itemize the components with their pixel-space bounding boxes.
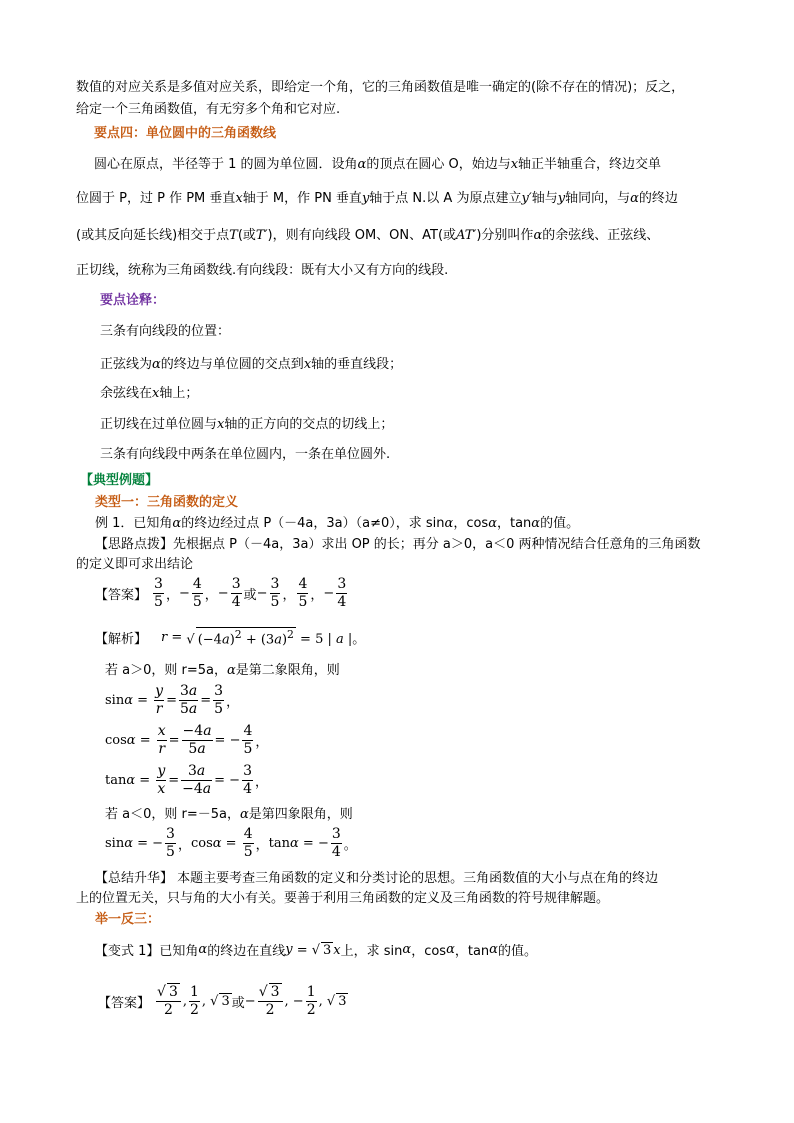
notes-line: 正切线在过单位圆与x轴的正方向的交点的切线上； bbox=[100, 417, 394, 432]
paragraph-line: 正切线，统称为三角函数线.有向线段：既有大小又有方向的线段. bbox=[76, 263, 449, 278]
tan-formula: tan α = $\frac{y}{x}$ = $\frac{3a}{-4a}$ = − $\frac{3}{4}$ ， bbox=[105, 763, 268, 797]
answer-formula: 【答案】 $\frac{√ 3}{2}$ , $\frac{1}{2}$ , √ 3 或 − $\frac{√ 3}{2}$ , − $\frac{1}{2}$ , √ 3 bbox=[98, 983, 347, 1018]
section-heading: 要点四：单位圆中的三角函数线 bbox=[94, 126, 277, 141]
case2-formula: sin α = − $\frac{3}{5}$ ， cos α = $\frac{4}{5}$ ， tan α = − $\frac{3}{4}$ 。 bbox=[105, 826, 357, 860]
notes-heading: 要点诠释： bbox=[100, 293, 166, 308]
summary-line: 上的位置无关，只与角的大小有关。要善于利用三角函数的定义及三角函数的符号规律解题。 bbox=[76, 891, 610, 906]
analysis-formula: 【解析】 r = √ $(-4a)^2 + (3a)^2$ = 5 | a |。 bbox=[95, 628, 366, 648]
intro-line-2: 给定一个三角函数值，有无穷多个角和它对应. bbox=[76, 102, 341, 117]
intro-line-1: 数值的对应关系是多值对应关系，即给定一个角，它的三角函数值是唯一确定的(除不存在的情况)；反之， bbox=[76, 80, 685, 95]
answer-formula: 【答案】 $\frac{3}{5}$ ， − $\frac{4}{5}$ ， − $\frac{3}{4}$ 或 − $\frac{3}{5}$ ， $\frac{4}{5}$ ， − $\frac{3}{4}$ bbox=[95, 576, 347, 610]
summary-line: 【总结升华】 本题主要考查三角函数的定义和分类讨论的思想。三角函数值的大小与点在角的终边 bbox=[95, 871, 659, 886]
hint-line: 的定义即可求出结论 bbox=[76, 557, 194, 572]
case-line: 若 a＞0，则 r=5a，α是第二象限角，则 bbox=[105, 663, 340, 678]
case-line: 若 a＜0，则 r=－5a，α是第四象限角，则 bbox=[105, 807, 353, 822]
example-question: 例 1．已知角α的终边经过点 P（－4a，3a）（a≠0），求 sinα，cosα，tanα的值。 bbox=[95, 516, 580, 531]
variant-question: 【变式 1】已知角 α 的终边在直线 y = √ 3 x 上，求 sin α ，cos α ，tan α 的值。 bbox=[95, 942, 537, 959]
notes-line: 三条有向线段的位置： bbox=[100, 324, 231, 339]
sin-formula: sin α = $\frac{y}{r}$ = $\frac{3a}{5a}$ = $\frac{3}{5}$ ， bbox=[105, 683, 240, 717]
notes-line: 正弦线为α的终边与单位圆的交点到x轴的垂直线段； bbox=[100, 357, 403, 372]
hint-line: 【思路点拨】先根据点 P（－4a，3a）求出 OP 的长；再分 a＞0，a＜0 两种情况结合任意角的三角函数 bbox=[95, 537, 701, 552]
cos-formula: cos α = $\frac{x}{r}$ = $\frac{-4a}{5a}$ = − $\frac{4}{5}$ ， bbox=[105, 723, 269, 757]
paragraph-line: 位圆于 P，过 P 作 PM 垂直x轴于 M，作 PN 垂直y轴于点 N.以 A 为原点建立y′轴与y轴同向，与α的终边 bbox=[76, 191, 678, 206]
paragraph-line: 圆心在原点，半径等于 1 的圆为单位圆．设角α的顶点在圆心 O，始边与x轴正半轴重合，终边交单 bbox=[94, 157, 662, 172]
paragraph-line: (或其反向延长线)相交于点T(或T′)，则有向线段 OM、ON、AT(或AT′)分别叫作α的余弦线、正弦线、 bbox=[76, 228, 660, 243]
practice-heading: 举一反三： bbox=[95, 912, 161, 927]
notes-line: 余弦线在x轴上； bbox=[100, 386, 199, 401]
type-heading: 类型一：三角函数的定义 bbox=[95, 495, 239, 510]
notes-line: 三条有向线段中两条在单位圆内，一条在单位圆外. bbox=[100, 447, 391, 462]
examples-heading: 【典型例题】 bbox=[80, 473, 159, 488]
